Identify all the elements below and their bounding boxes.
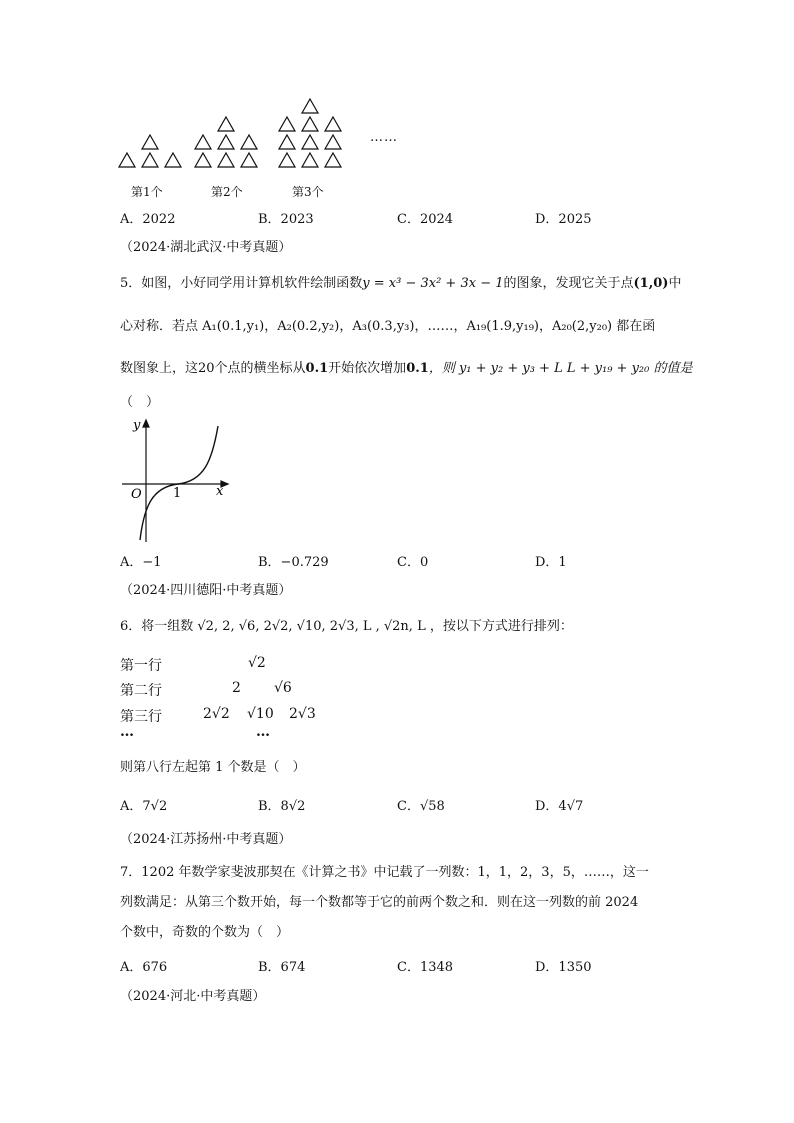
q5-stem-line-2: 心对称．若点 A₁(0.1,y₁)，A₂(0.2,y₂)，A₃(0.3,y₃)，……，A₁₉(1.9,y₁₉)，A₂₀(2,y₂₀) 都在函: [120, 319, 656, 334]
graph-y-label: y: [133, 418, 141, 433]
q6-row-label-3: 第三行: [120, 709, 162, 725]
pattern-ellipsis: ……: [370, 130, 398, 145]
q7-option-d: D．1350: [535, 960, 592, 975]
q7-source: （2024·江苏扬州·中考真题）: [120, 832, 292, 847]
q6-continuation-dots-mid: …: [256, 724, 271, 740]
q6-option-b: B．8√2: [258, 799, 306, 814]
q5-answer-paren: （ ）: [120, 395, 160, 410]
q6-row3-value-1: 2√2: [203, 706, 230, 722]
q7-option-b: B．674: [258, 960, 306, 975]
q6-row2-value-2: √6: [274, 680, 292, 696]
q6-row-label-1: 第一行: [120, 658, 162, 674]
q7-option-c: C．1348: [397, 960, 454, 975]
q6-continuation-dots-left: …: [120, 724, 135, 740]
q6-stem: 6．将一组数 √2, 2, √6, 2√2, √10, 2√3, L , √2n, L ，按以下方式进行排列：: [120, 619, 573, 634]
q6-question: 则第八行左起第 1 个数是（ ）: [120, 760, 306, 775]
q6-option-c: C．√58: [397, 799, 445, 814]
q6-source: （2024·四川德阳·中考真题）: [120, 583, 292, 598]
q5-stem-line-3: 数图象上，这20个点的横坐标从0.1开始依次增加0.1，则 y₁ + y₂ + y₃ + L L + y₁₉ + y₂₀ 的值是: [120, 361, 693, 376]
q6-option-a: A．7√2: [120, 799, 168, 814]
graph-x-label: x: [216, 484, 224, 499]
q6-row1-value-1: √2: [248, 655, 266, 671]
q5-stem-line-1: 5．如图，小好同学用计算机软件绘制函数y = x³ − 3x² + 3x − 1的图象，发现它关于点(1,0)中: [120, 276, 682, 291]
graph-tick-1: 1: [173, 486, 182, 501]
q7-stem-line-3: 个数中，奇数的个数为（ ）: [120, 925, 290, 940]
q4-option-b: B．2023: [258, 212, 314, 227]
q6-row3-value-2: √10: [247, 706, 274, 722]
q7-stem-line-2: 列数满足：从第三个数开始，每一个数都等于它的前两个数之和．则在这一列数的前 2024: [120, 895, 639, 910]
q6-row-label-2: 第二行: [120, 683, 162, 699]
q5-cubic-graph: [118, 412, 238, 547]
q6-row2-value-1: 2: [232, 680, 241, 696]
q4-option-c: C．2024: [397, 212, 454, 227]
graph-origin-label: O: [131, 487, 142, 502]
q8-source: （2024·河北·中考真题）: [120, 989, 266, 1004]
q6-row3-value-3: 2√3: [289, 706, 316, 722]
q5-source: （2024·湖北武汉·中考真题）: [120, 240, 292, 255]
q6-option-d: D．4√7: [535, 799, 584, 814]
q5-option-b: B．−0.729: [258, 555, 329, 570]
q7-stem-line-1: 7．1202 年数学家斐波那契在《计算之书》中记载了一列数：1，1，2，3，5，……，这一: [120, 865, 649, 880]
q7-option-a: A．676: [120, 960, 168, 975]
q5-option-a: A．−1: [120, 555, 162, 570]
q4-option-a: A．2022: [120, 212, 176, 227]
q5-option-d: D．1: [535, 555, 567, 570]
caption-figure-3: 第3个: [292, 185, 324, 199]
q5-option-c: C．0: [397, 555, 429, 570]
q4-option-d: D．2025: [535, 212, 592, 227]
caption-figure-1: 第1个: [131, 185, 163, 199]
caption-figure-2: 第2个: [211, 185, 243, 199]
